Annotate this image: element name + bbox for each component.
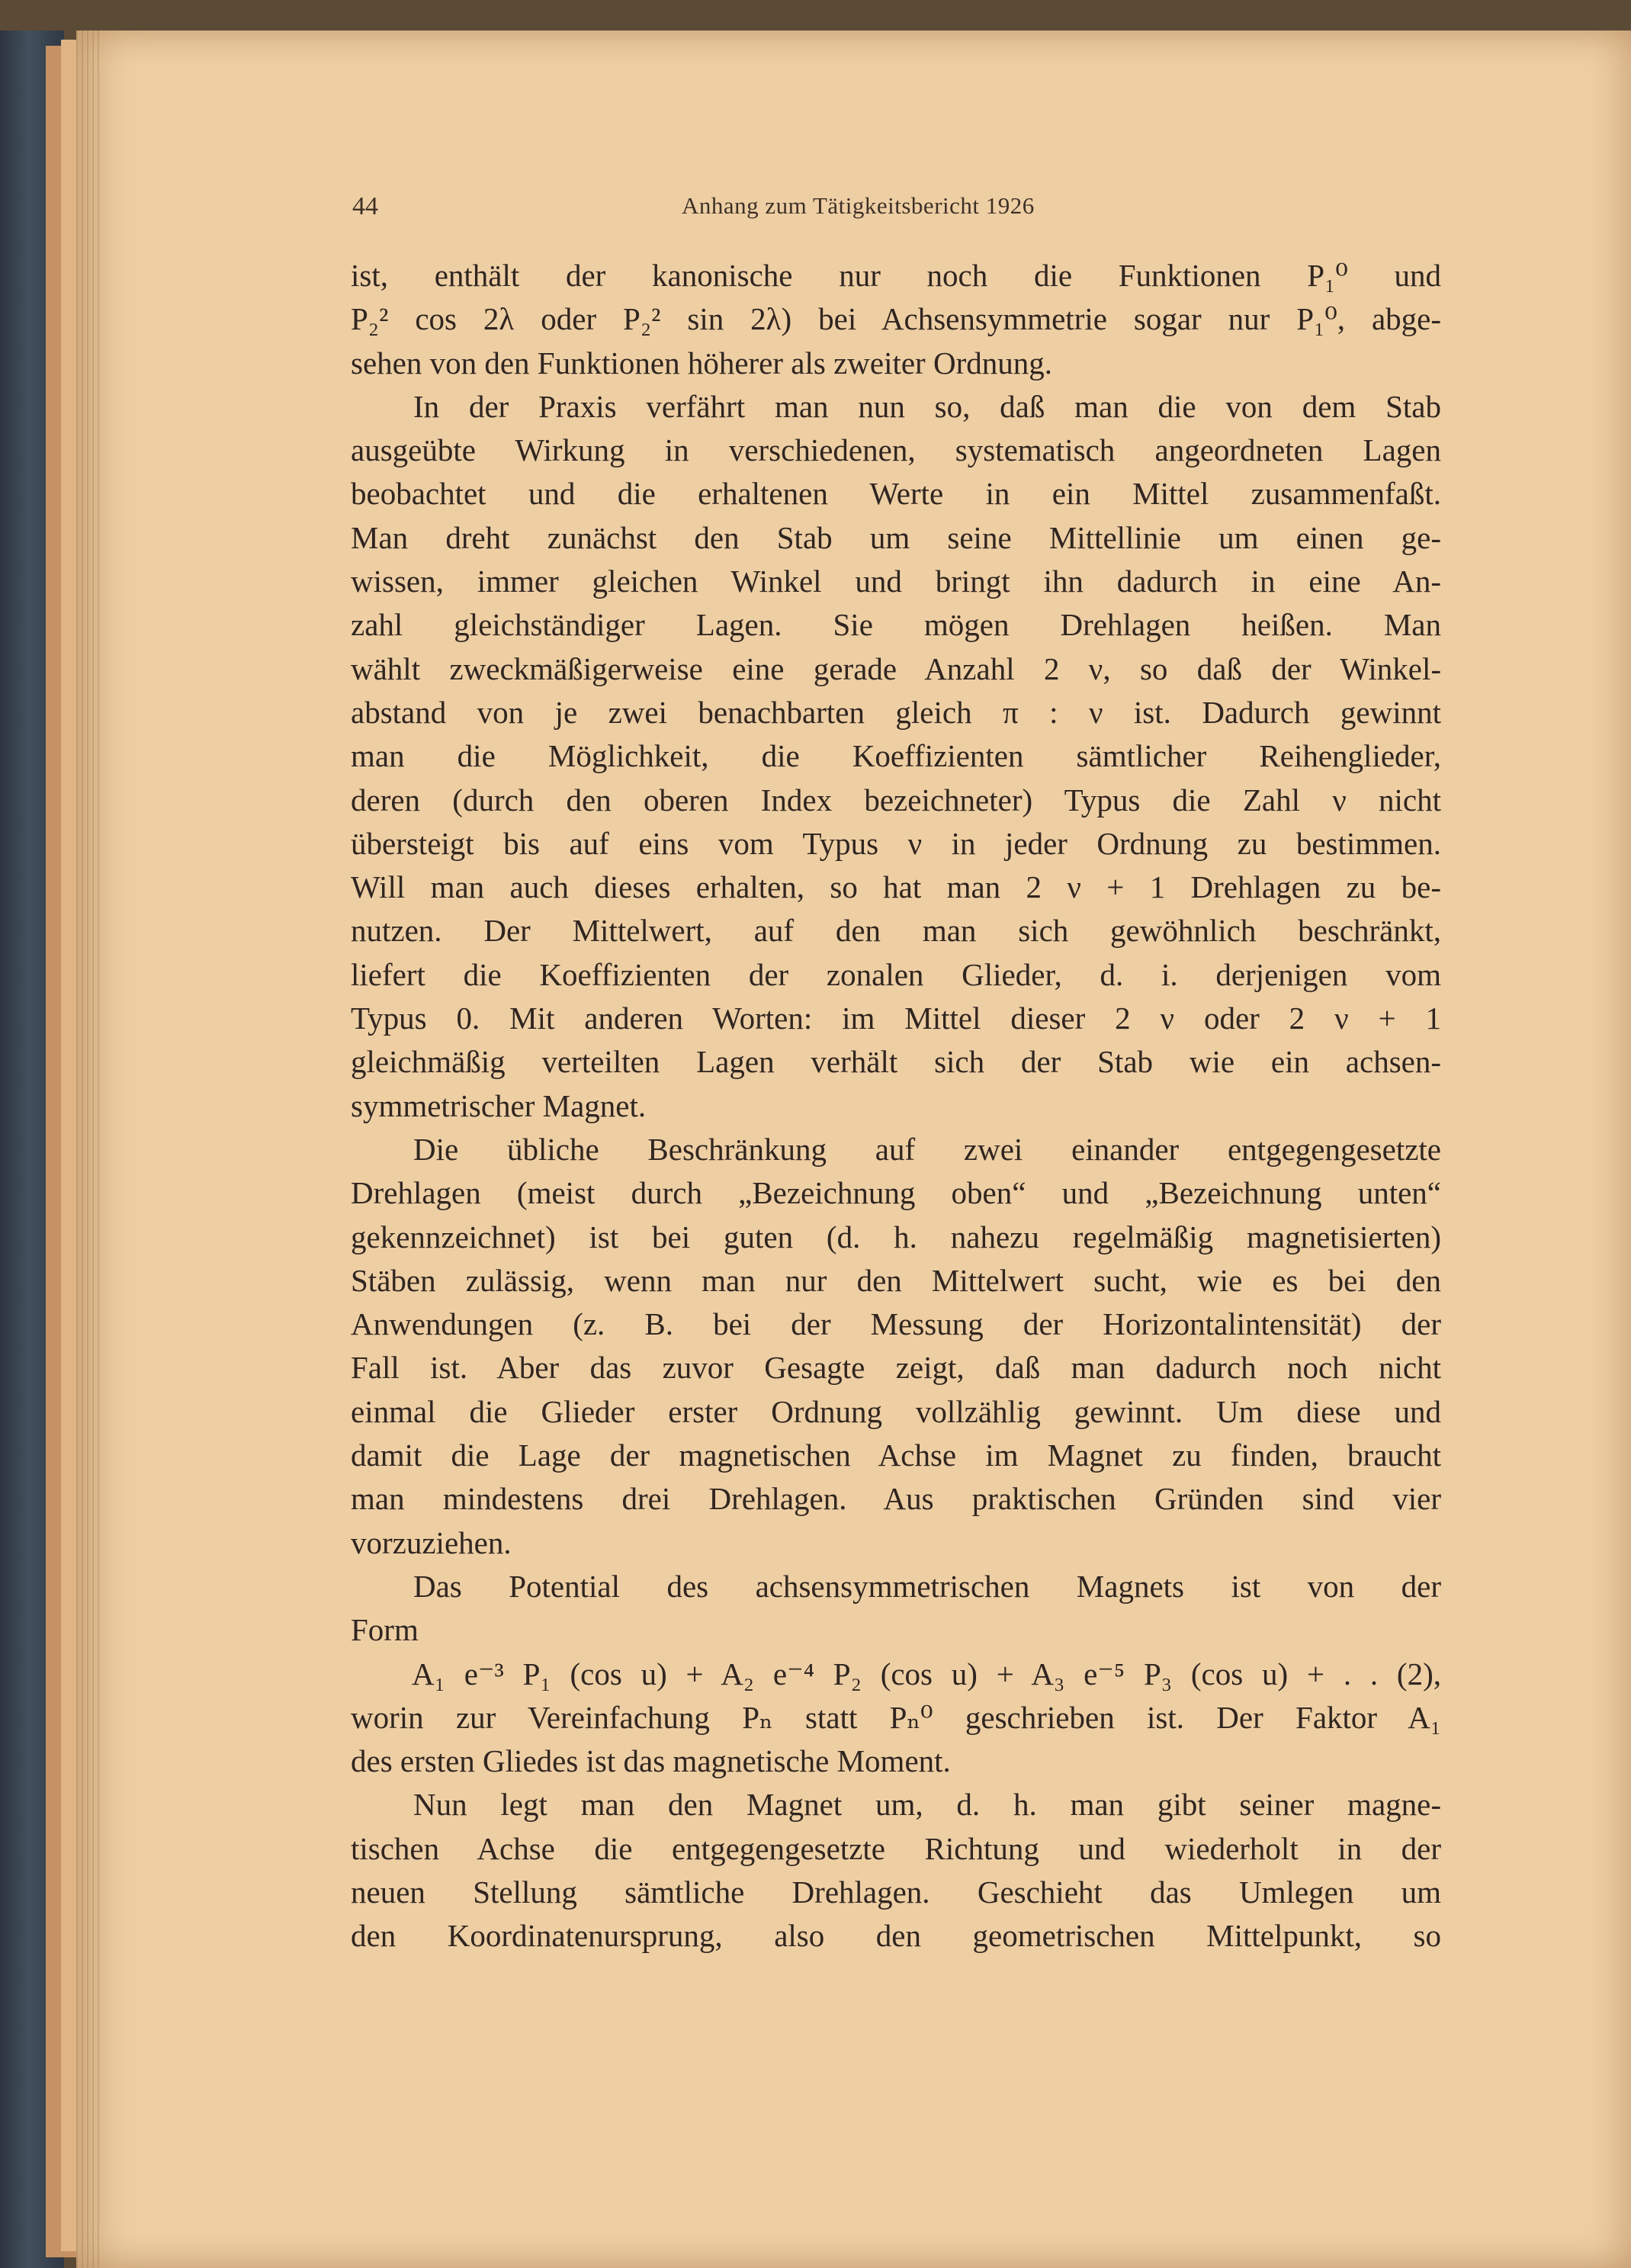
text-line: des ersten Gliedes ist das magnetische Moment. <box>351 1743 951 1779</box>
page-edges <box>76 31 99 2268</box>
text-line: den Koordinatenursprung, also den geometrischen Mittelpunkt, so <box>351 1918 1441 1954</box>
text-line: Anwendungen (z. B. bei der Messung der Horizontalintensität) der <box>351 1306 1441 1342</box>
text-line: gekennzeichnet) ist bei guten (d. h. nahezu regelmäßig magnetisierten) <box>351 1219 1441 1254</box>
text-line: worin zur Vereinfachung Pₙ statt Pₙ⁰ geschrieben ist. Der Faktor A₁ <box>351 1699 1441 1735</box>
text-line: nutzen. Der Mittelwert, auf den man sich gewöhnlich beschränkt, <box>351 913 1441 949</box>
text-line: übersteigt bis auf eins vom Typus ν in jeder Ordnung zu bestimmen. <box>351 825 1441 861</box>
text-line: wählt zweckmäßigerweise eine gerade Anzahl 2 ν, so daß der Winkel- <box>351 651 1441 686</box>
text-line: Man dreht zunächst den Stab um seine Mittellinie um einen ge- <box>351 519 1441 555</box>
text-line: symmetrischer Magnet. <box>351 1087 647 1123</box>
text-line: Drehlagen (meist durch „Bezeichnung oben“ und „Bezeichnung unten“ <box>351 1175 1441 1211</box>
text-line: man mindestens drei Drehlagen. Aus praktischen Gründen sind vier <box>351 1481 1441 1517</box>
text-line: zahl gleichständiger Lagen. Sie mögen Drehlagen heißen. Man <box>351 607 1441 643</box>
equation-line: A₁ e⁻³ P₁ (cos u) + A₂ e⁻⁴ P₂ (cos u) + A₃ e⁻⁵ P₃ (cos u) + . . (2), <box>412 1656 1441 1691</box>
body-text <box>351 254 1441 1958</box>
page-number: 44 <box>352 192 378 220</box>
text-line: einmal die Glieder erster Ordnung vollzählig gewinnt. Um diese und <box>351 1393 1441 1429</box>
text-line: deren (durch den oberen Index bezeichneter) Typus die Zahl ν nicht <box>351 782 1441 818</box>
text-line: In der Praxis verfährt man nun so, daß man die von dem Stab <box>413 388 1441 424</box>
text-line: Will man auch dieses erhalten, so hat man 2 ν + 1 Drehlagen zu be- <box>351 869 1441 905</box>
text-line: vorzuziehen. <box>351 1524 512 1560</box>
text-line: tischen Achse die entgegengesetzte Richtung und wiederholt in der <box>351 1830 1441 1866</box>
text-line: Typus 0. Mit anderen Worten: im Mittel dieser 2 ν oder 2 ν + 1 <box>351 1001 1441 1036</box>
text-line: gleichmäßig verteilten Lagen verhält sich der Stab wie ein achsen- <box>351 1044 1441 1080</box>
text-line: beobachtet und die erhaltenen Werte in ein Mittel zusammenfaßt. <box>351 476 1441 512</box>
text-line: neuen Stellung sämtliche Drehlagen. Geschieht das Umlegen um <box>351 1874 1441 1910</box>
text-line: abstand von je zwei benachbarten gleich π : ν ist. Dadurch gewinnt <box>351 694 1441 730</box>
text-line: ist, enthält der kanonische nur noch die Funktionen P₁⁰ und <box>351 258 1441 293</box>
text-line: Das Potential des achsensymmetrischen Magnets ist von der <box>413 1568 1441 1604</box>
text-line: Fall ist. Aber das zuvor Gesagte zeigt, daß man dadurch noch nicht <box>351 1350 1441 1386</box>
text-line: damit die Lage der magnetischen Achse im Magnet zu finden, braucht <box>351 1438 1441 1473</box>
text-line: Stäben zulässig, wenn man nur den Mittelwert sucht, wie es bei den <box>351 1262 1441 1298</box>
text-line: ausgeübte Wirkung in verschiedenen, systematisch angeordneten Lagen <box>351 432 1441 468</box>
text-line: P₂² cos 2λ oder P₂² sin 2λ) bei Achsensymmetrie sogar nur P₁⁰, abge- <box>351 301 1441 337</box>
text-line: liefert die Koeffizienten der zonalen Glieder, d. i. derjenigen vom <box>351 956 1441 992</box>
text-line: Nun legt man den Magnet um, d. h. man gibt seiner magne- <box>413 1787 1441 1823</box>
running-title: Anhang zum Tätigkeitsbericht 1926 <box>682 192 1035 219</box>
text-line: wissen, immer gleichen Winkel und bringt ihn dadurch in eine An- <box>351 564 1441 599</box>
text-line: man die Möglichkeit, die Koeffizienten sämtlicher Reihenglieder, <box>351 738 1441 774</box>
text-line: Form <box>351 1612 419 1648</box>
text-line: Die übliche Beschränkung auf zwei einander entgegengesetzte <box>413 1131 1441 1167</box>
text-line: sehen von den Funktionen höherer als zweiter Ordnung. <box>351 345 1052 381</box>
